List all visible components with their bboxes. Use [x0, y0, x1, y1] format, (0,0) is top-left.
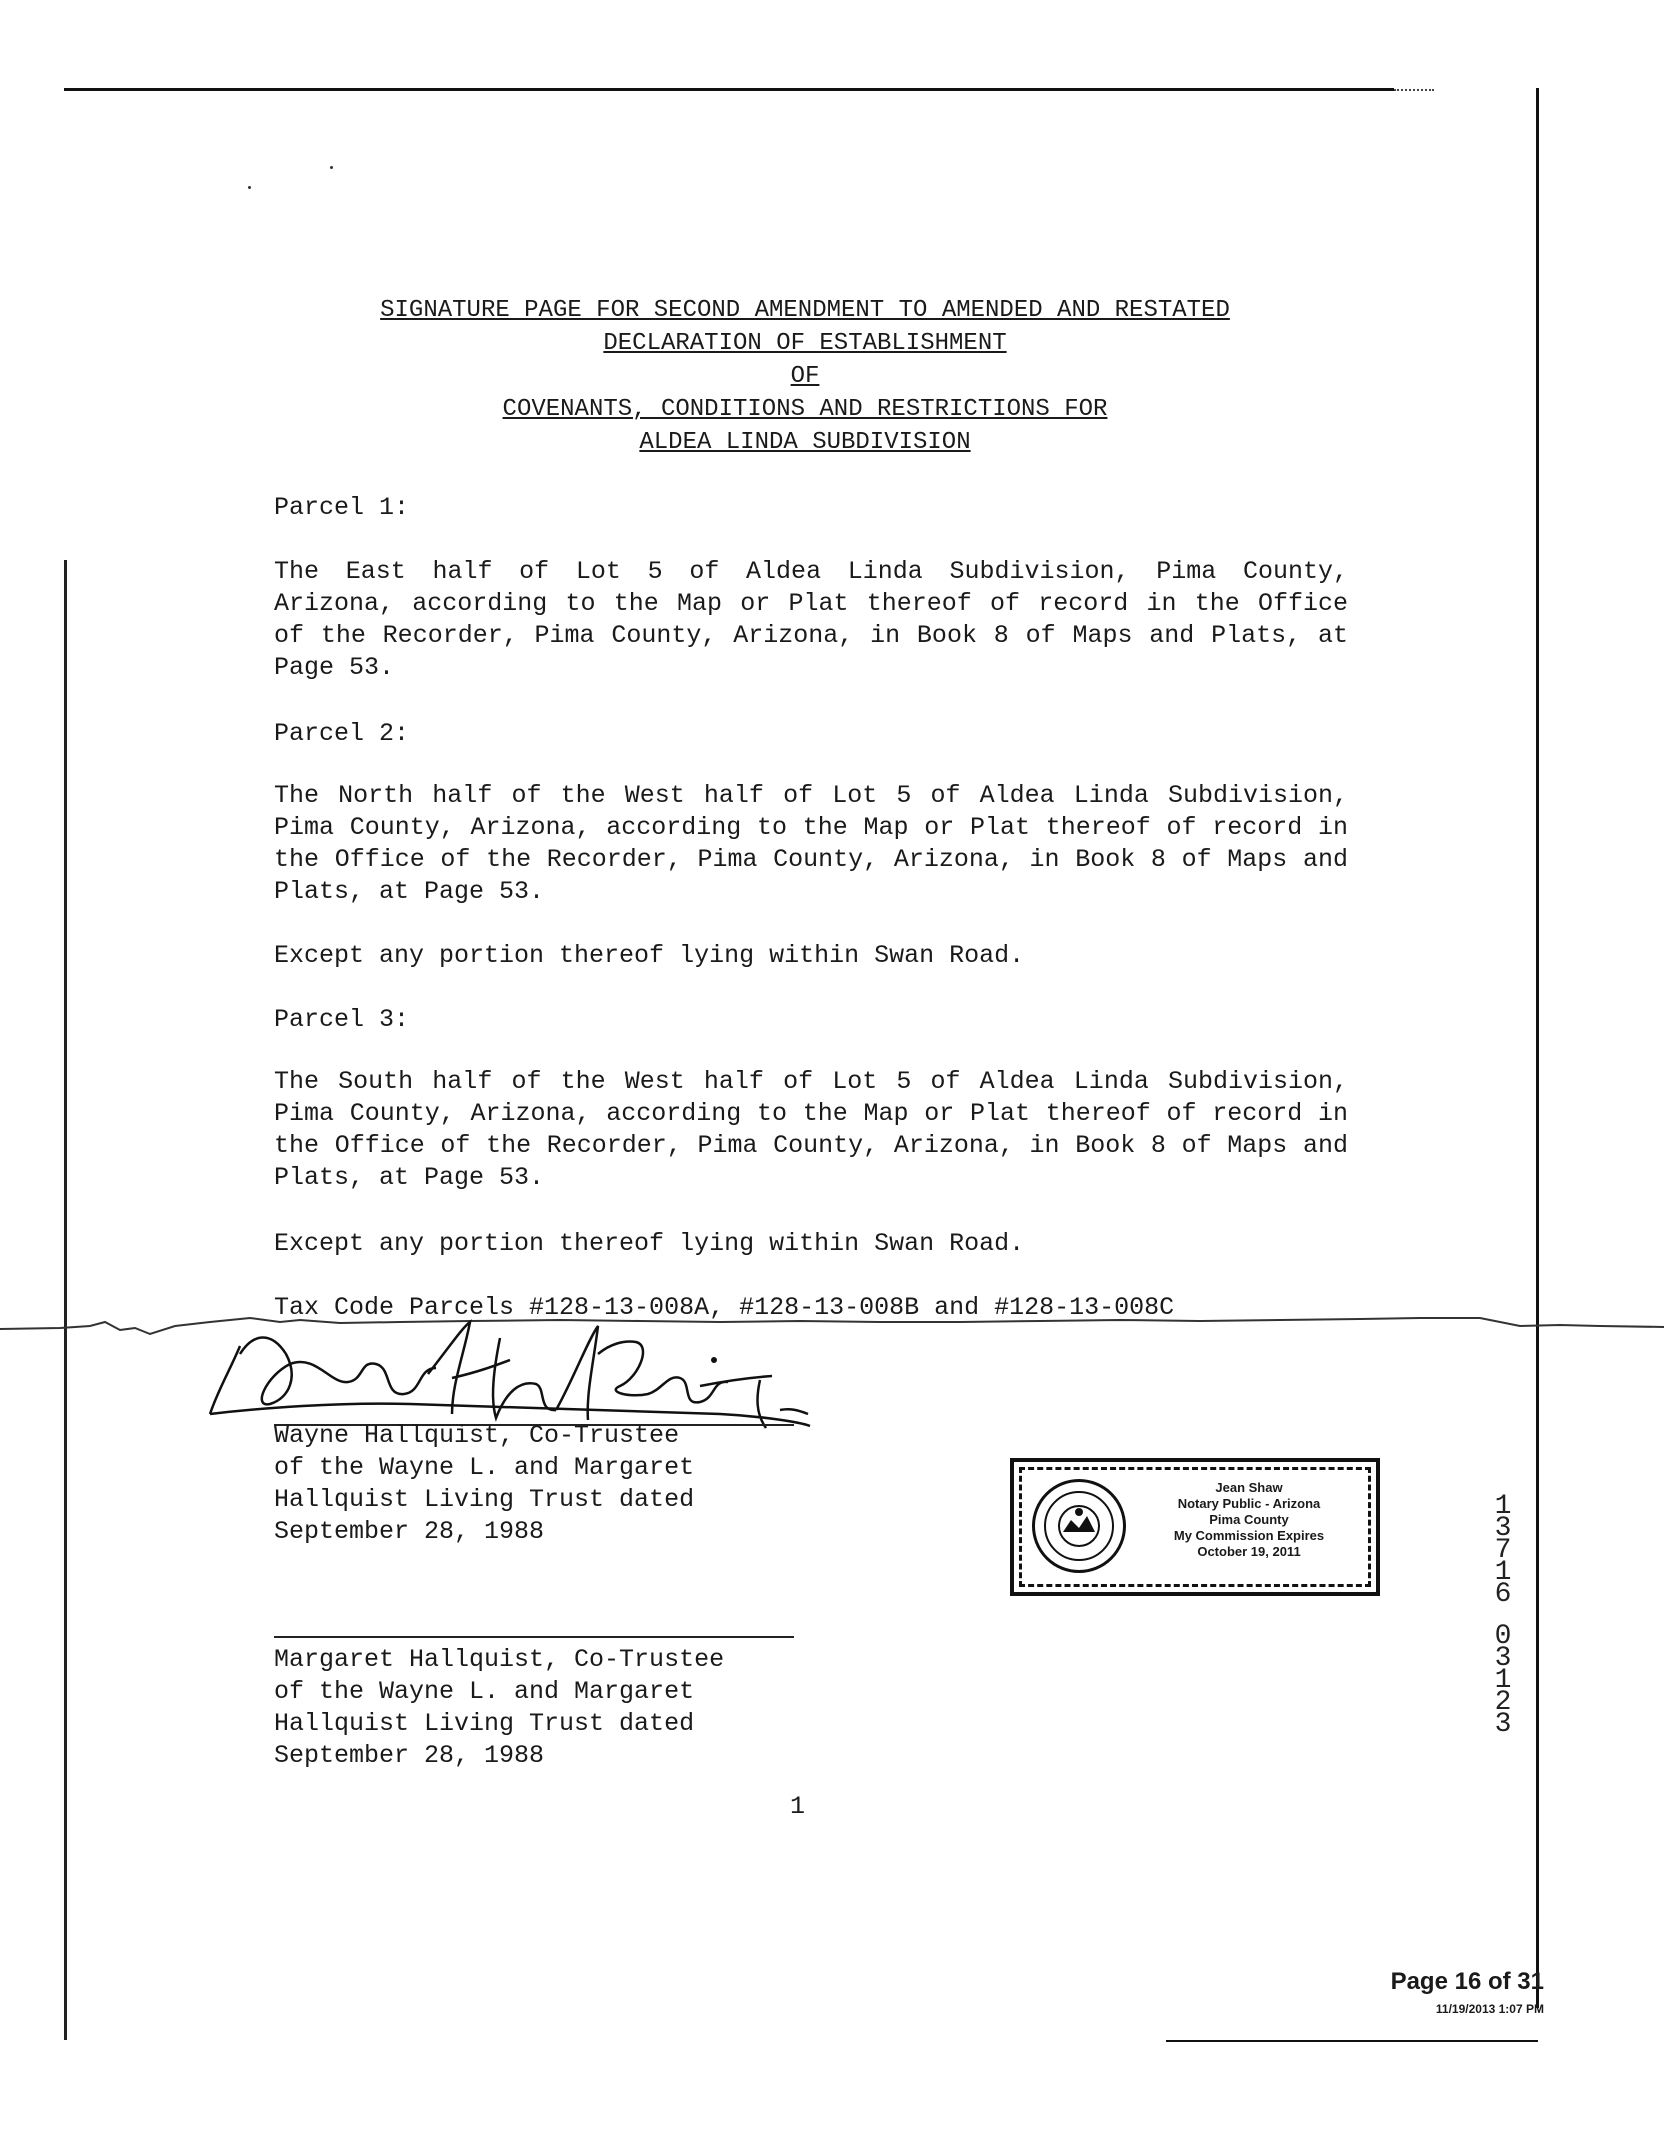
docket-digit: 1 [1494, 1491, 1512, 1522]
title-line-5: ALDEA LINDA SUBDIVISION [639, 429, 971, 456]
parcel-2-description: The North half of the West half of Lot 5 of Aldea Linda Subdivision, Pima County, Arizona, according to the Map or Plat thereof of record in the Office of the Recorder, Pima County, Arizona, in Book 8 of Maps and Plats, at Page 53. [274, 781, 1348, 906]
title-line-1: SIGNATURE PAGE FOR SECOND AMENDMENT TO AMENDED AND RESTATED [380, 297, 1230, 324]
page-digit: 1 [1494, 1665, 1512, 1696]
signatory-wayne [274, 1420, 694, 1548]
signatory-line: of the Wayne L. and Margaret [274, 1677, 695, 1706]
notary-stamp-text [1134, 1480, 1364, 1560]
parcel-2-heading: Parcel 2: [274, 719, 410, 748]
arizona-seal-icon [1032, 1479, 1126, 1573]
docket-digit: 1 [1494, 1557, 1512, 1588]
tax-code-parcels: Tax Code Parcels #128-13-008A, #128-13-008B and #128-13-008C [274, 1293, 1175, 1322]
signatory-line: September 28, 1988 [274, 1517, 545, 1546]
document-title [260, 294, 1350, 459]
bottom-border [1166, 2040, 1538, 2042]
notary-expires: October 19, 2011 [1197, 1544, 1301, 1559]
recording-docket-number [1490, 1491, 1516, 1610]
right-border [1536, 88, 1539, 2008]
title-line-2: DECLARATION OF ESTABLISHMENT [603, 330, 1007, 357]
title-line-3: OF [790, 363, 820, 390]
notary-commission-label: My Commission Expires [1173, 1528, 1325, 1543]
docket-digit: 6 [1494, 1579, 1512, 1610]
signatory-line: of the Wayne L. and Margaret [274, 1453, 695, 1482]
page-digit: 0 [1494, 1621, 1512, 1652]
parcel-3-exception: Except any portion thereof lying within Swan Road. [274, 1229, 1025, 1258]
signatory-line: Hallquist Living Trust dated [274, 1485, 695, 1514]
top-border [64, 88, 1394, 91]
docket-digit: 7 [1494, 1535, 1512, 1566]
notary-county: Pima County [1209, 1512, 1289, 1527]
scan-speck [248, 186, 251, 189]
notary-title: Notary Public - Arizona [1177, 1496, 1321, 1511]
signatory-margaret [274, 1644, 724, 1772]
title-line-4: COVENANTS, CONDITIONS AND RESTRICTIONS FOR [502, 396, 1108, 423]
parcel-3-heading: Parcel 3: [274, 1005, 410, 1034]
signatory-line: Margaret Hallquist, Co-Trustee [274, 1645, 725, 1674]
parcel-2-exception: Except any portion thereof lying within Swan Road. [274, 941, 1025, 970]
parcel-1-description: The East half of Lot 5 of Aldea Linda Subdivision, Pima County, Arizona, according to the Map or Plat thereof of record in the Office of the Recorder, Pima County, Arizona, in Book 8 of Maps and Plats, at Page 53. [274, 557, 1348, 682]
page-digit: 2 [1494, 1687, 1512, 1718]
signatory-line: September 28, 1988 [274, 1741, 545, 1770]
notary-stamp [1010, 1458, 1380, 1596]
page-of-total: Page 16 of 31 [1390, 1968, 1544, 1995]
page-digit: 3 [1494, 1709, 1512, 1740]
parcel-1-heading: Parcel 1: [274, 493, 410, 522]
signatory-line: Hallquist Living Trust dated [274, 1709, 695, 1738]
notary-name: Jean Shaw [1215, 1480, 1283, 1495]
scan-speck [330, 166, 333, 169]
top-border-dashes [1394, 89, 1434, 91]
signature-line-margaret [274, 1636, 794, 1638]
parcel-3-description: The South half of the West half of Lot 5 of Aldea Linda Subdivision, Pima County, Arizona, according to the Map or Plat thereof of record in the Office of the Recorder, Pima County, Arizona, in Book 8 of Maps and Plats, at Page 53. [274, 1067, 1348, 1192]
page-number: 1 [790, 1792, 806, 1821]
docket-digit: 3 [1494, 1513, 1512, 1544]
signatory-line: Wayne Hallquist, Co-Trustee [274, 1421, 680, 1450]
recording-page-number [1490, 1621, 1516, 1740]
print-timestamp: 11/19/2013 1:07 PM [1435, 2002, 1544, 2016]
page-digit: 3 [1494, 1643, 1512, 1674]
wayne-signature [200, 1318, 820, 1436]
